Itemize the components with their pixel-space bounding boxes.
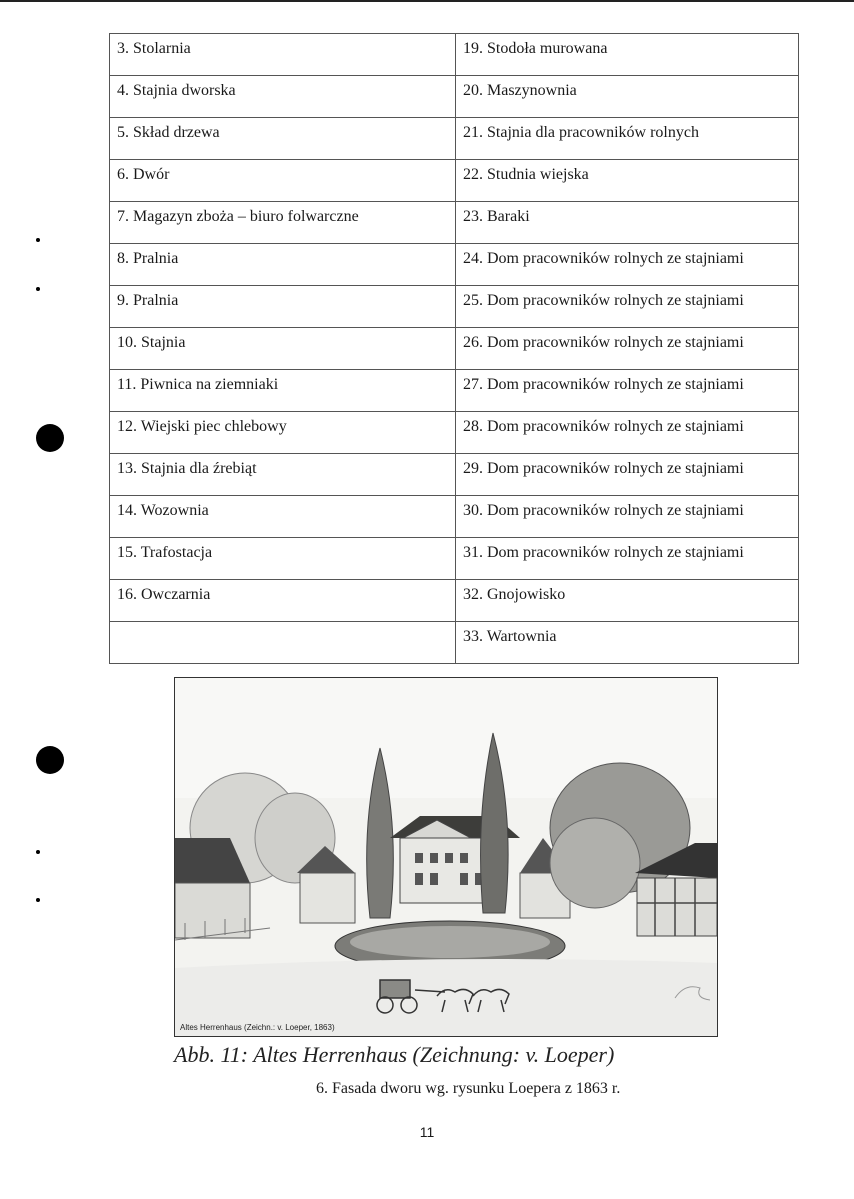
table-cell: 5. Skład drzewa — [110, 118, 456, 160]
table-cell: 23. Baraki — [456, 202, 799, 244]
table-cell: 15. Trafostacja — [110, 538, 456, 580]
table-row — [110, 34, 799, 76]
table-row — [110, 454, 799, 496]
table-row — [110, 370, 799, 412]
table-cell: 7. Magazyn zboża – biuro folwarczne — [110, 202, 456, 244]
table-row — [110, 118, 799, 160]
figure-subcaption: 6. Fasada dworu wg. rysunku Loepera z 1863 r. — [316, 1080, 621, 1097]
table-cell: 24. Dom pracowników rolnych ze stajniami — [456, 244, 799, 286]
table-cell: 4. Stajnia dworska — [110, 76, 456, 118]
table-row — [110, 76, 799, 118]
punch-hole — [36, 424, 64, 452]
table-cell: 14. Wozownia — [110, 496, 456, 538]
table-cell: 3. Stolarnia — [110, 34, 456, 76]
table-row — [110, 286, 799, 328]
table-cell: 19. Stodoła murowana — [456, 34, 799, 76]
table-cell: 11. Piwnica na ziemniaki — [110, 370, 456, 412]
figure-inner-label: Altes Herrenhaus (Zeichn.: v. Loeper, 1863) — [180, 1023, 335, 1032]
table-row — [110, 328, 799, 370]
table-row — [110, 538, 799, 580]
table-row — [110, 412, 799, 454]
table-row — [110, 580, 799, 622]
table-cell: 31. Dom pracowników rolnych ze stajniami — [456, 538, 799, 580]
manor-drawing — [174, 677, 718, 1037]
table-cell: 28. Dom pracowników rolnych ze stajniami — [456, 412, 799, 454]
table-cell: 16. Owczarnia — [110, 580, 456, 622]
table-row — [110, 244, 799, 286]
table-row — [110, 622, 799, 664]
page-top-border — [0, 0, 854, 2]
table-cell: 10. Stajnia — [110, 328, 456, 370]
margin-mark — [36, 850, 40, 854]
table-cell — [110, 622, 456, 664]
table-cell: 21. Stajnia dla pracowników rolnych — [456, 118, 799, 160]
margin-mark — [36, 287, 40, 291]
table-cell: 32. Gnojowisko — [456, 580, 799, 622]
page-number: 11 — [419, 1124, 435, 1140]
table-cell: 33. Wartownia — [456, 622, 799, 664]
table-cell: 22. Studnia wiejska — [456, 160, 799, 202]
manor-illustration — [175, 678, 717, 1036]
punch-hole — [36, 746, 64, 774]
table-cell: 20. Maszynownia — [456, 76, 799, 118]
table-cell: 30. Dom pracowników rolnych ze stajniami — [456, 496, 799, 538]
table-cell: 29. Dom pracowników rolnych ze stajniami — [456, 454, 799, 496]
table-cell: 6. Dwór — [110, 160, 456, 202]
table-cell: 9. Pralnia — [110, 286, 456, 328]
margin-mark — [36, 238, 40, 242]
table-row — [110, 202, 799, 244]
margin-mark — [36, 898, 40, 902]
table-cell: 26. Dom pracowników rolnych ze stajniami — [456, 328, 799, 370]
table-cell: 13. Stajnia dla źrebiąt — [110, 454, 456, 496]
table-row — [110, 160, 799, 202]
table-cell: 27. Dom pracowników rolnych ze stajniami — [456, 370, 799, 412]
table-cell: 12. Wiejski piec chlebowy — [110, 412, 456, 454]
building-list-table — [109, 33, 799, 664]
table-row — [110, 496, 799, 538]
table-cell: 8. Pralnia — [110, 244, 456, 286]
figure-caption: Abb. 11: Altes Herrenhaus (Zeichnung: v. Loeper) — [174, 1042, 615, 1067]
table-cell: 25. Dom pracowników rolnych ze stajniami — [456, 286, 799, 328]
